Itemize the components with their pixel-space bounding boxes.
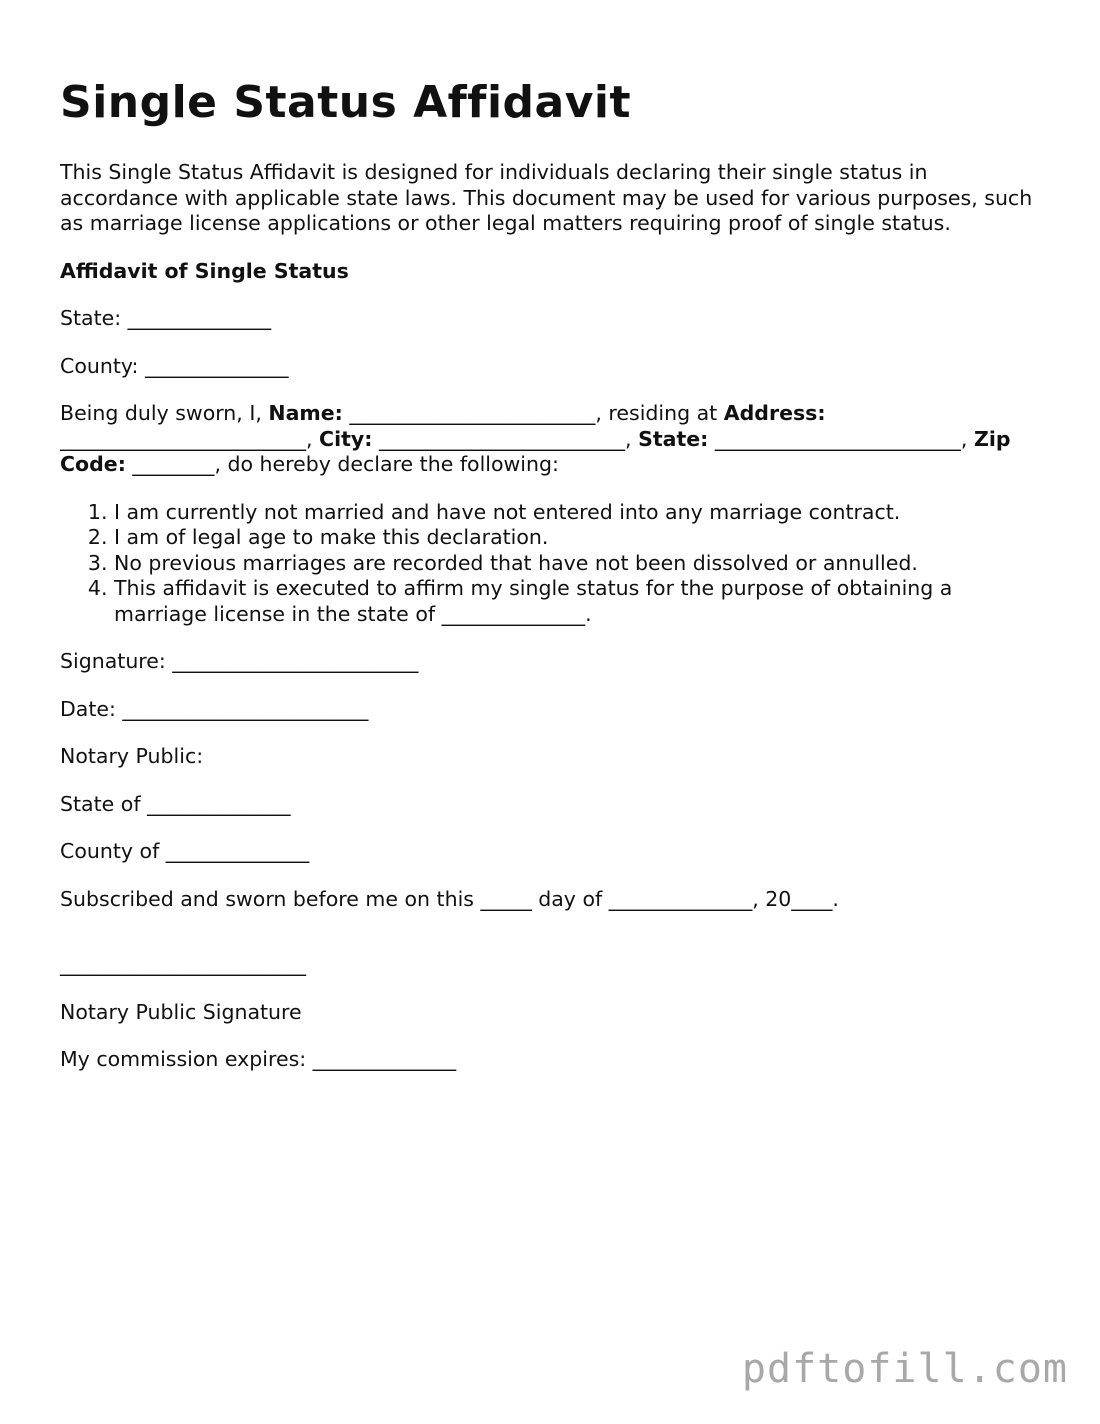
state-field: State: ______________ — [60, 306, 272, 330]
intro-paragraph: This Single Status Affidavit is designed for individuals declaring their single status in accordance with applicable state laws. This document may be used for various purposes, such as marriage license applications or other legal matters requiring proof of single status. — [60, 160, 1033, 235]
document-title: Single Status Affidavit — [60, 77, 632, 128]
separator: , — [625, 426, 639, 451]
declaration-item: 4. This affidavit is executed to affirm my single status for the purpose of obtaining a marriage license in the state of ______________. — [114, 576, 1040, 627]
address-label: Address: — [723, 401, 826, 425]
separator: , — [306, 426, 320, 451]
name-label: Name: — [268, 401, 343, 425]
zip-code-blank: ________ — [125, 452, 215, 476]
notary-signature-blank: ________________________ — [60, 952, 306, 976]
signature-field: Signature: ________________________ — [60, 649, 419, 673]
state-label: State: — [638, 426, 709, 451]
declaration-item: 2. I am of legal age to make this declaration. — [114, 525, 1040, 551]
section-heading: Affidavit of Single Status — [60, 258, 349, 283]
commission-expires-field: My commission expires: ______________ — [60, 1047, 457, 1071]
state-blank: ________________________ — [708, 426, 961, 451]
sworn-prefix: Being duly sworn, I, — [60, 401, 269, 425]
date-field: Date: ________________________ — [60, 696, 369, 721]
declaration-item: 3. No previous marriages are recorded that have not been dissolved or annulled. — [114, 551, 1040, 577]
watermark: pdftofill.com — [741, 1346, 1068, 1392]
residing-text: , residing at — [595, 401, 724, 425]
notary-heading: Notary Public: — [60, 744, 204, 768]
affidavit-document — [60, 76, 1040, 1095]
city-label: City: — [319, 426, 373, 451]
subscribed-statement: Subscribed and sworn before me on this _____ day of ______________, 20____. — [60, 886, 839, 911]
county-field: County: ______________ — [60, 353, 289, 378]
city-blank: ________________________ — [372, 426, 626, 451]
declaration-item: 1. I am currently not married and have not entered into any marriage contract. — [114, 500, 1040, 526]
zip-code-label: Zip Code: — [60, 426, 1011, 476]
name-blank: ________________________ — [342, 401, 596, 425]
declarations-list — [60, 500, 1040, 628]
address-blank: ________________________ — [60, 426, 306, 451]
separator: , — [960, 426, 974, 451]
notary-signature-label: Notary Public Signature — [60, 999, 302, 1024]
sworn-statement — [60, 401, 1040, 478]
sworn-suffix: , do hereby declare the following: — [214, 452, 559, 476]
notary-state-field: State of ______________ — [60, 791, 291, 816]
notary-county-field: County of ______________ — [60, 839, 310, 863]
